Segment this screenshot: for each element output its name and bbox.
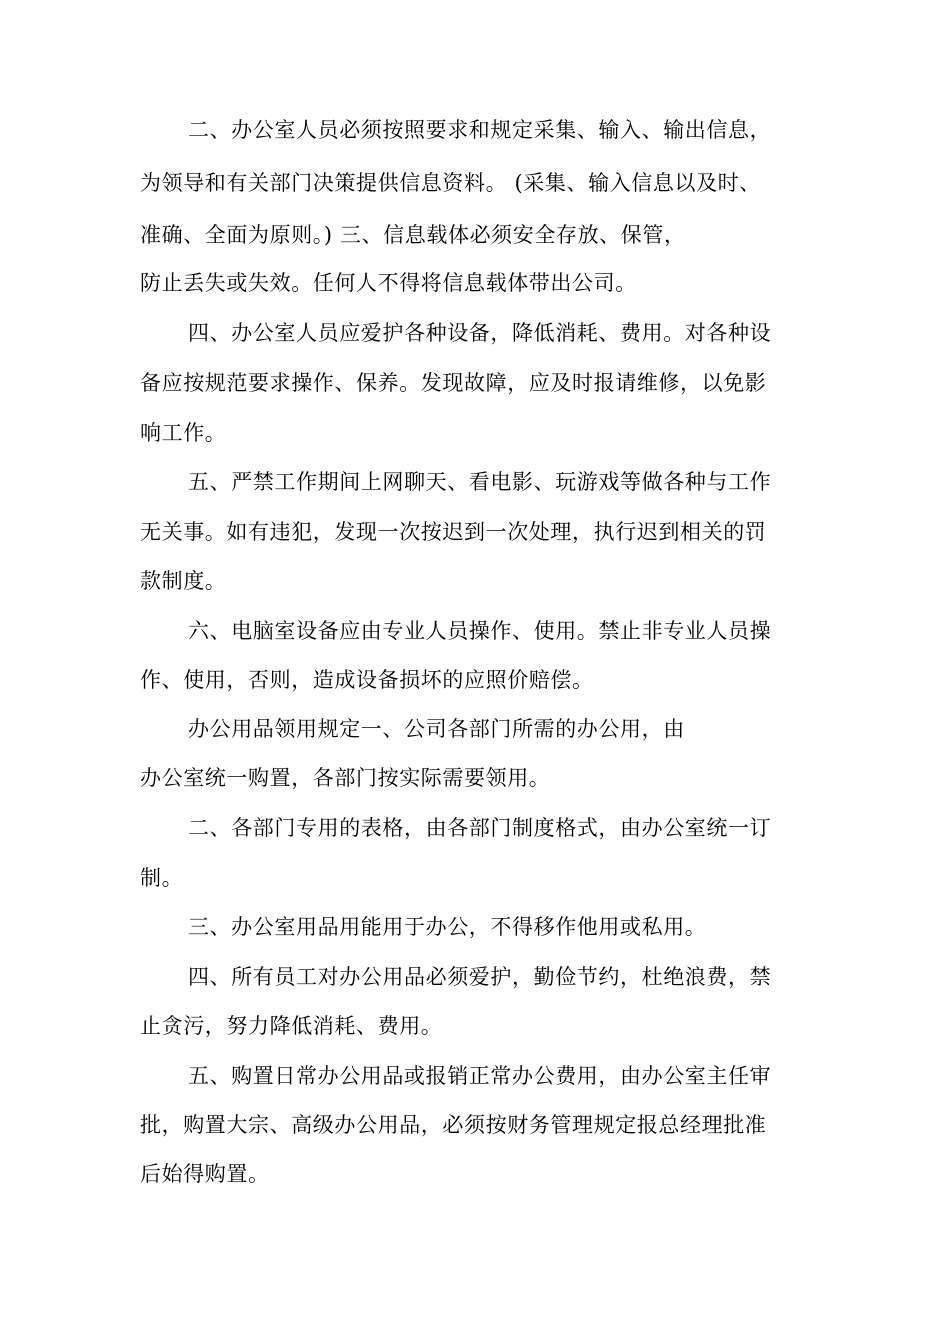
- paragraph-line: 五、购置日常办公用品或报销正常办公费用，由办公室主任审: [188, 1064, 772, 1088]
- paragraph-line: 办公用品领用规定一、公司各部门所需的办公用，由: [188, 717, 685, 741]
- paragraph-line: 三、办公室用品用能用于办公，不得移作他用或私用。: [188, 915, 707, 939]
- paragraph-line: 二、各部门专用的表格，由各部门制度格式，由办公室统一订: [188, 816, 772, 840]
- paragraph-line: 四、所有员工对办公用品必须爱护，勤俭节约，杜绝浪费，禁: [188, 965, 772, 989]
- paragraph-line: 六、电脑室设备应由专业人员操作、使用。禁止非专业人员操: [188, 619, 772, 643]
- paragraph-line: 四、办公室人员应爱护各种设备，降低消耗、费用。对各种设: [188, 321, 772, 345]
- paragraph-line: 备应按规范要求操作、保养。发现故障，应及时报请维修，以免影: [140, 371, 767, 395]
- paragraph-line: 止贪污，努力降低消耗、费用。: [140, 1014, 443, 1038]
- paragraph-line: 防止丢失或失效。任何人不得将信息载体带出公司。: [140, 271, 637, 295]
- paragraph-line: 办公室统一购置，各部门按实际需要领用。: [140, 766, 551, 790]
- paragraph-line: 作、使用，否则，造成设备损坏的应照价赔偿。: [140, 668, 594, 692]
- paragraph-line: 批，购置大宗、高级办公用品，必须按财务管理规定报总经理批准: [140, 1113, 767, 1137]
- paragraph-line: 制。: [140, 866, 184, 890]
- paragraph-line: 款制度。: [140, 569, 227, 593]
- paragraph-line: 后始得购置。: [140, 1162, 270, 1186]
- paragraph-line: 五、严禁工作期间上网聊天、看电影、玩游戏等做各种与工作: [188, 470, 772, 494]
- paragraph-line: 无关事。如有违犯，发现一次按迟到一次处理，执行迟到相关的罚: [140, 520, 767, 544]
- paragraph-line: 响工作。: [140, 421, 227, 445]
- paragraph-line: 准确、全面为原则。) 三、信息载体必须安全存放、保管，: [140, 223, 686, 247]
- paragraph-line: 为领导和有关部门决策提供信息资料。 (采集、输入信息以及时、: [140, 171, 761, 195]
- paragraph-line: 二、办公室人员必须按照要求和规定采集、输入、输出信息，: [188, 118, 772, 142]
